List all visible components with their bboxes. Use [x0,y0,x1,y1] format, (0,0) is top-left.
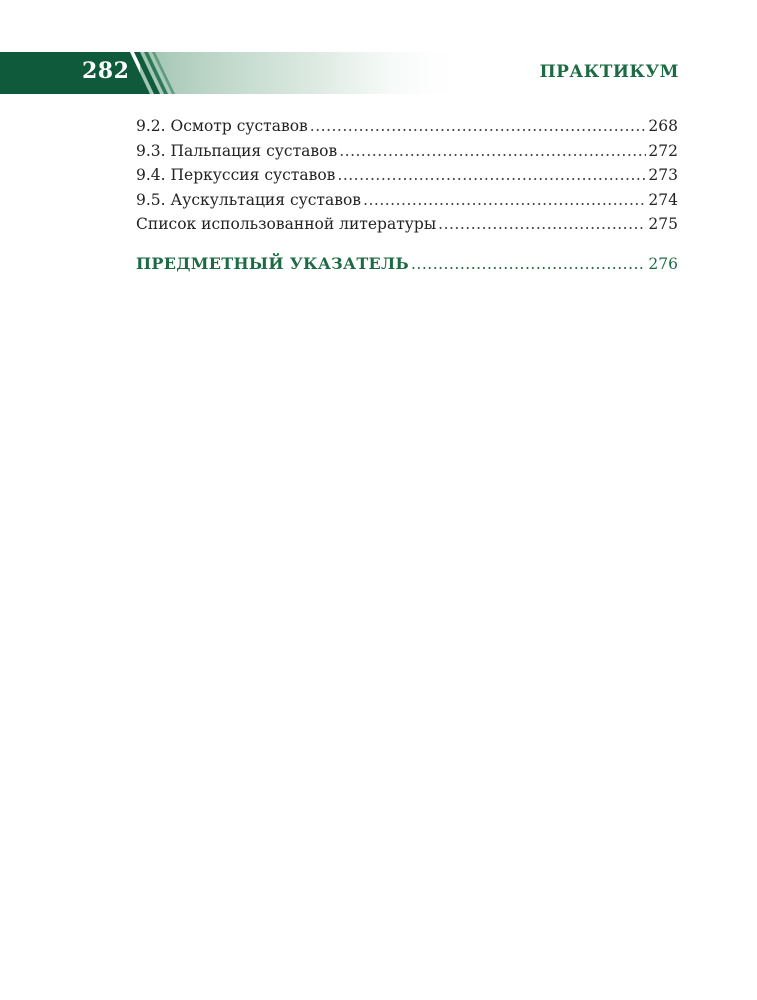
toc-entry-label: Список использованной литературы [136,215,437,233]
toc-entry-page: 273 [648,166,678,184]
toc-entry-subject-index[interactable] [136,251,678,277]
toc-leader-dots [363,188,646,213]
toc-entry-label: 9.4. Перкуссия суставов [136,166,336,184]
toc-entry-page: 275 [648,215,678,233]
toc-entry-label: 9.3. Пальпация суставов [136,141,338,160]
toc-entry-references[interactable] [136,212,678,237]
toc-leader-dots [438,212,646,237]
toc-leader-dots [339,139,646,164]
toc-entry-label: ПРЕДМЕТНЫЙ УКАЗАТЕЛЬ [136,253,409,273]
toc-entry-9-3[interactable] [136,139,678,164]
header-band [0,52,470,94]
page-header [0,52,757,94]
toc-entry-label: 9.5. Аускультация суставов [136,190,362,209]
toc-entry-label: 9.2. Осмотр суставов [136,117,308,135]
toc-entry-9-2[interactable] [136,114,678,139]
toc-entry-page: 268 [648,117,678,135]
toc-leader-dots [337,163,646,188]
section-title: ПРАКТИКУМ [539,62,679,82]
toc-leader-dots [411,251,646,277]
toc-entry-page: 274 [648,190,678,209]
toc-leader-dots [310,114,647,139]
page-number: 282 [82,58,130,84]
table-of-contents [136,114,678,277]
toc-entry-page: 272 [648,141,678,160]
toc-entry-9-4[interactable] [136,163,678,188]
toc-entry-9-5[interactable] [136,188,678,213]
toc-entry-page: 276 [648,254,678,273]
